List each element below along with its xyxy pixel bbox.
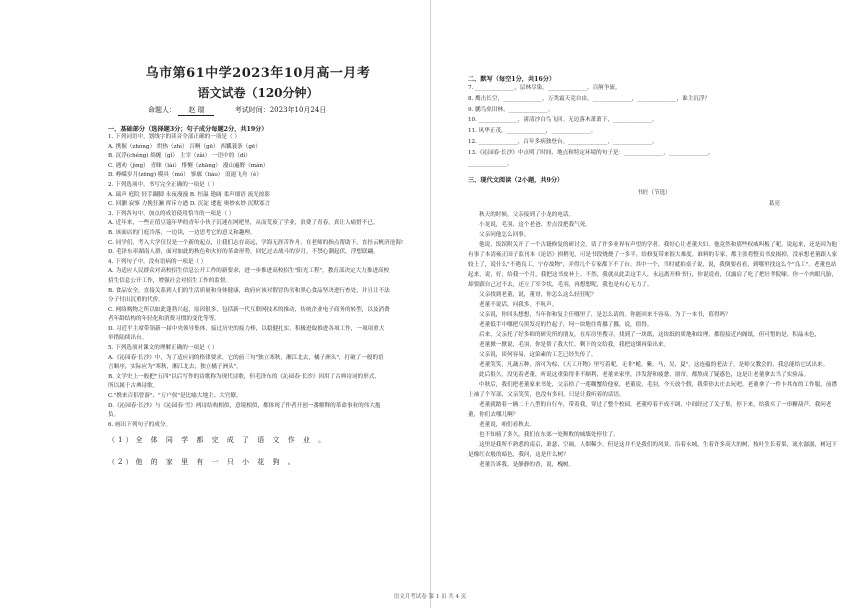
question-line: C. 网络购物之所以如此蓬勃兴起，原因很多，包括新一代互联网技术的推动，传统企业电子商务的转型，以及消费 [108,306,390,313]
passage-paragraph: 这里是我所不熟悉的南京，萧瑟，空阔，人烟稀少。但是这并不是我们的风景。沿着永城，生着许多高大的树，枝叶生长着果，流水潺潺，树冠下是像红衣般的暗色，我问，这是什么树？ [468,441,838,458]
exam-subtitle: 语文试卷（120分钟） [197,86,319,100]
passage-author: 葛亮 [768,201,780,208]
exam-time: 考试时间：2023年10月24日 [234,106,327,114]
dictation-questions [468,83,840,169]
sentence-2: （2）他 的 家 里 有 一 只 小 花 狗 。 [108,458,298,467]
passage-paragraph: 父亲问他怎么回事。 [479,231,530,238]
question-line: 1. 下列词语中，划线字的读音全部正确的一项是（ ） [108,134,240,140]
question-line: 所以属于古典诗歌。 [108,383,159,390]
passage-paragraph: 老董低手中哪把乌黑发亮的竹起子，坷一块地往将挪了挪，说，值得。 [479,321,653,328]
right-page [430,0,860,608]
section-reading-heading: 三、现代文阅读（2小题，共9分） [468,177,564,185]
section-basics-heading: 一、基础部分（选择题3分；句子成分每题2分，共19分） [108,126,268,133]
question-line: A. 为适应人民群众对高校招生信息公开工作的新要求，进一步推进高校招生"阳光工程"，教育部决定大力推进高校 [108,268,390,275]
passage-paragraph: 小龙说，毛羽，这个老爸，差点没把我气死。 [479,221,591,228]
question-line: 2. 下列选项中，书写完全正确的一项是（ ） [108,181,218,188]
question-line: 5. 下列选项对课文的理解正确的一项是（ ） [108,345,218,352]
dictation-line: 8. 鹰击长空，______________，万类霜天竞自由。______________，______________，谁主沉浮？ [468,95,711,102]
question-line: 招生信息公开工作，增强社会对招生工作的监督。 [108,277,232,284]
question-line: D.《沁园春·长沙》与《沁园春·雪》两诗结构相似，意境相似，都体现了作者开创一番解释的革命事业的伟大抱 [108,402,381,409]
passage-paragraph: 父亲找到老董，说，董哥，你怎么这么轻狂呢？ [479,291,597,298]
dictation-line: 9. 鹏鸟垒旧林，______________。 [468,106,554,113]
sentence-1: （1）全 体 同 学 都 完 成 了 语 文 作 业 。 [108,436,329,445]
passage-paragraph: 此后很久，没见着老董，听说这重染得非不顺利，老董来家里，涉发舒和疲惫，窗帘，都熬成了疑惑色，这是让老董拿去当了实验品。 [479,371,810,378]
question-line: 举措陆续出台。 [108,335,148,342]
question-line: B. 食品安全，直接关系到人们的生活质量和身体健康，政府应该对假冒伪劣和黑心食品坚决进行查处，并且让不法 [108,287,390,294]
dictation-line: 7. ______________，层林尽染。______________，百舸争流。 [468,85,621,91]
exam-meta [148,105,408,116]
page-footer: 语文月考试卷 第 1 页 共 4 页 [393,594,467,600]
passage-paragraph: 中秋后，我们把老董家来书处，父亲拾了一莲糊蟹给他家，老董说，毛羽，今天放个假，我带你去庄去玩吧。老董拿了一件卡其布的工作服，前襟上袖了个军部，父亲笑笑，也没有多问，只是让我听着的话语。 [468,381,838,398]
question-line: D. 习近平主席带领新一届中央领导集体，接过历史的接力棒，以稳健扎实、积极进取推进各项工作，一项项重大 [108,325,385,332]
dictation-line: 12. ______________，百年多病独登台。______________，______________。 [468,138,658,145]
question-line: C."携来百侣曾游"、"万户侯"是比喻大地主、大官僚。 [108,393,242,400]
question-line: 分子付出沉重的代价。 [108,297,164,304]
question-line: 6. 画出下列句子的成分。 [108,421,172,428]
dictation-line: ______________。 [468,160,513,167]
section-dictation-heading: 二、默写（每空1分，共16分） [468,76,556,83]
dictation-line: 11. 风华正茂，______________，______________。 [468,128,597,135]
question-line: A. 携握（zhóng） 烘热（zhì） 百啊（gē） 西瓤蓑条（gē） [108,143,261,150]
passage-title: 书匠（节选） [637,190,671,197]
passage-paragraph: 老董就踏着一辆二十八型的自行车，带着我，穿过了整个校园，老董哼着不成不调，中间经过了关子集，停下来，给我买了一串糖葫芦，我问老董，你们去哪儿啊？ [468,401,832,418]
setter-name: 赵 瑞 [178,105,214,116]
question-line: C. 同学们，考入大学仅仅是一个新的起点，让我们志存高远，学海无涯苦作舟，在老师的指点帮助下，直挂云帆济沧海! [108,239,404,246]
passage-paragraph: 父亲说，你回头想想，当年你和复主任哪里了，是怎么请的。你能回来不容易，为了一本书，值得吗？ [479,311,731,318]
question-line: 4. 下列句子中，没有语病的一项是（ ） [108,258,207,265]
passage-body [468,210,840,470]
question-line: 负。 [108,412,120,419]
passage-paragraph: 他说，饭馆附关开了一个古籍修复的研讨会，请了许多业界有声望的学者。我好心让老董夫妇，他竟然和那些权威叫板了呢。说起来，还是因为他有事了本清雍正国子监刊本《论语》损稍见，可是书段烧烧了一多半，给修复带来很大难度。谁料的专家，都主张将整页书皮揭掉，没承想老董跟人家较上了，说什么"不遇良工，宁存故物"，弄得几个专家都下不了台。其中一个，当时就拍桌子说，说，我倒要看看，到哪里找这么个"良工"。老董也站起来，说，好，给我一个月，我把这书皮补上。不然，我就从此丢这手人，永远离开修书行，你说说看，仅露肩了吃了把壮孝院嗦。你一个肉眼凡胎，却要跟自己过不去，还立了军令状，毛羽，再想想呢，我也是有心无力了。 [468,241,838,288]
question-line: B. 该面店的门庭冷落，一边读，一边思考它的意义和趣理。 [108,229,256,236]
passage-paragraph: 父亲说，谈何容易，这染素的工艺已经失传了。 [479,351,597,358]
passage-paragraph: 老董说，咱们看秋去。 [479,421,535,428]
question-line: B. 文学史上一般把"五四"以后写作的诗歌称为现代诗歌，但毛泽东的《沁园春·长沙》因用了古典诗词的形式， [108,373,380,380]
question-line: A.《沁园春·长沙》中，为了适应词的格律要求，它的前三句"独立寒秋，湘江北去，橘子洲头"，打破了一般的语 [108,354,384,361]
question-line: C. 遇劝（jìng） 青睐（lài） 悱恻（zhāng） 漫山遍野（mán） [108,162,269,169]
passage-paragraph: 老董告诉我，是静静的香，说，槐树。 [479,461,575,468]
passage-paragraph: 老董笑笑，凡蔬五种，溶可为棕，《天工开物》里写着呢，无非"栀，紫，马，吴，夏"，这连蕴的老法子，是师父教会的，我总能给它试出来。 [479,361,829,368]
passage-paragraph: 秋天的时候，父亲接到了小龙的电话。 [479,211,575,218]
passage-paragraph: 老董不说话，问我多，不吭声。 [479,301,558,308]
basics-questions [108,133,408,430]
question-line: D. 峥嵘岁月(zēng) 模具（mó） 寥廓（liáo） 浪遏飞舟（è） [108,172,262,179]
dictation-line: 13.《沁园春·长沙》中点明了时间、地点和特定环境的句子是：______________，______________， [468,149,714,156]
question-line: D. 毛泽东率湖南人群，面对如此的秋色和火好的革命形势，回忆过去战斗的岁月，不禁心潮起伏，浮想联翩。 [108,249,379,256]
question-line: B. 沉浮(chéng) 绵缠（gǐ） 主宰（zǎi） 一语中的（dì） [108,153,251,160]
question-line: A. 瑞声 庭院 轻手蹑脚 永夜漫漫 B. 恒温 遨阔 柔声细语 流光掠影 [108,191,270,198]
question-line: 者年龄结构的年轻化和消费习惯的变化等等。 [108,316,220,323]
question-line: A. 近年来，一些正值豆蔻年华的青年小伙子沉迷在网吧里，从而荒废了学业，浪费了青春，真让人痛惜不已。 [108,220,379,227]
question-line: 言顺序，实际应为"寒秋，湘江北去，独立橘子洲头"。 [108,364,242,371]
passage-paragraph: 也不知骑了多久，我们在东郊一处颓败的城墙处停住了。 [479,431,619,438]
exam-title: 乌市第61中学2023年10月高一月考 [145,66,371,81]
passage-paragraph: 老董掀一掀说，毛羽，你是帮了我大忙，剩下的交给我。我把这烟再染出来。 [479,341,670,348]
passage-paragraph: 后来，父亲托了好多师的研究所的朋友，在库房里搜寻，找到了一块纸，这块纸的质地和纹理，都很接近内阁纸，但可惜的是，积晶未色， [479,331,821,338]
question-line: C. 回瀏 寂寥 力挽狂澜 挥斥方遒 D. 沉淀 逶迤 奥妙玄妙 沉默寡言 [108,201,271,208]
dictation-line: 10. ______________，渚清沙白鸟飞回。无边落木萧萧下，______________。 [468,117,658,124]
question-line: 3. 下列各句中，加点的成语使用恰当的一项是（ ） [108,210,235,217]
setter-label: 命题人： [148,106,176,114]
